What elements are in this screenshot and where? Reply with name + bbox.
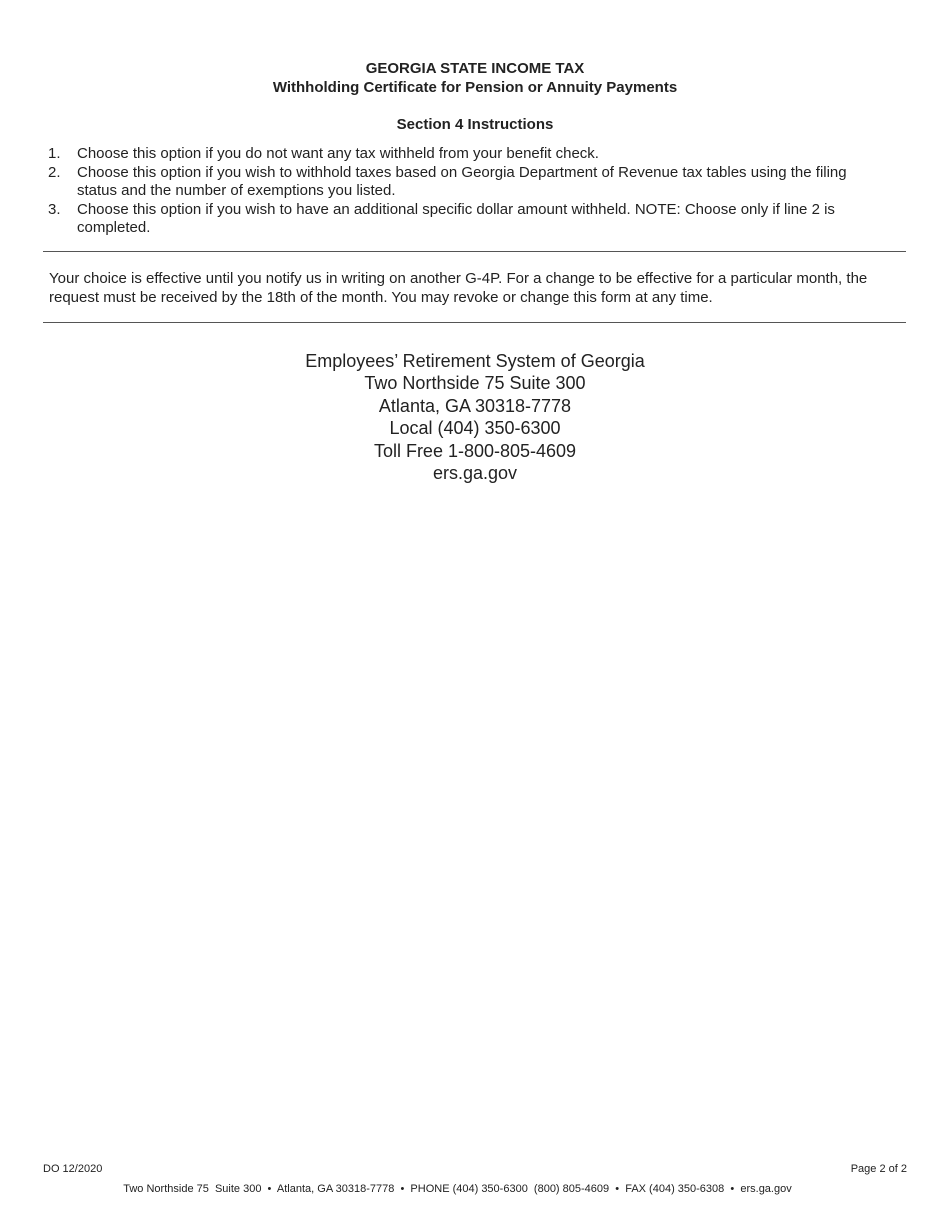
document-header <box>0 59 950 97</box>
local-phone: Local (404) 350-6300 <box>389 418 561 439</box>
form-code: DO 12/2020 <box>43 1163 103 1175</box>
document-subtitle: Withholding Certificate for Pension or Annuity Payments <box>272 79 678 96</box>
contact-address-block <box>0 350 950 484</box>
instruction-item <box>48 164 888 201</box>
footer-contact-line: Two Northside 75 Suite 300 • Atlanta, GA 30318-7778 • PHONE (404) 350-6300 (800) 805-4609 • FAX (404) 350-6308 • ers.ga.gov <box>123 1183 792 1195</box>
instruction-number: 1. <box>48 145 61 162</box>
page-number: Page 2 of 2 <box>850 1163 907 1175</box>
section-title: Section 4 Instructions <box>396 116 554 133</box>
instruction-text: Choose this option if you wish to withhold taxes based on Georgia Department of Revenue tax tables using the filing status and the number of exemptions you listed. <box>77 163 847 199</box>
toll-free-phone: Toll Free 1-800-805-4609 <box>373 440 577 461</box>
notice-paragraph: Your choice is effective until you notify us in writing on another G-4P. For a change to be effective for a particular month, the request must be received by the 18th of the month. You may revoke or change this form at any time. <box>49 270 868 306</box>
instruction-text: Choose this option if you do not want any tax withheld from your benefit check. <box>77 145 599 162</box>
instruction-item <box>48 201 888 238</box>
instruction-number: 2. <box>48 163 61 181</box>
instruction-text: Choose this option if you wish to have an additional specific dollar amount withheld. NOTE: Choose only if line 2 is completed. <box>77 200 835 236</box>
divider-bottom <box>43 322 906 323</box>
instruction-item <box>48 145 888 164</box>
instruction-number: 3. <box>48 200 61 218</box>
organization-name: Employees’ Retirement System of Georgia <box>305 351 645 371</box>
street-address: Two Northside 75 Suite 300 <box>364 373 586 394</box>
city-state-zip: Atlanta, GA 30318-7778 <box>378 395 572 416</box>
divider-top <box>43 251 906 252</box>
instructions-list <box>48 145 888 238</box>
website: ers.ga.gov <box>432 463 518 484</box>
document-title: GEORGIA STATE INCOME TAX <box>365 60 585 77</box>
